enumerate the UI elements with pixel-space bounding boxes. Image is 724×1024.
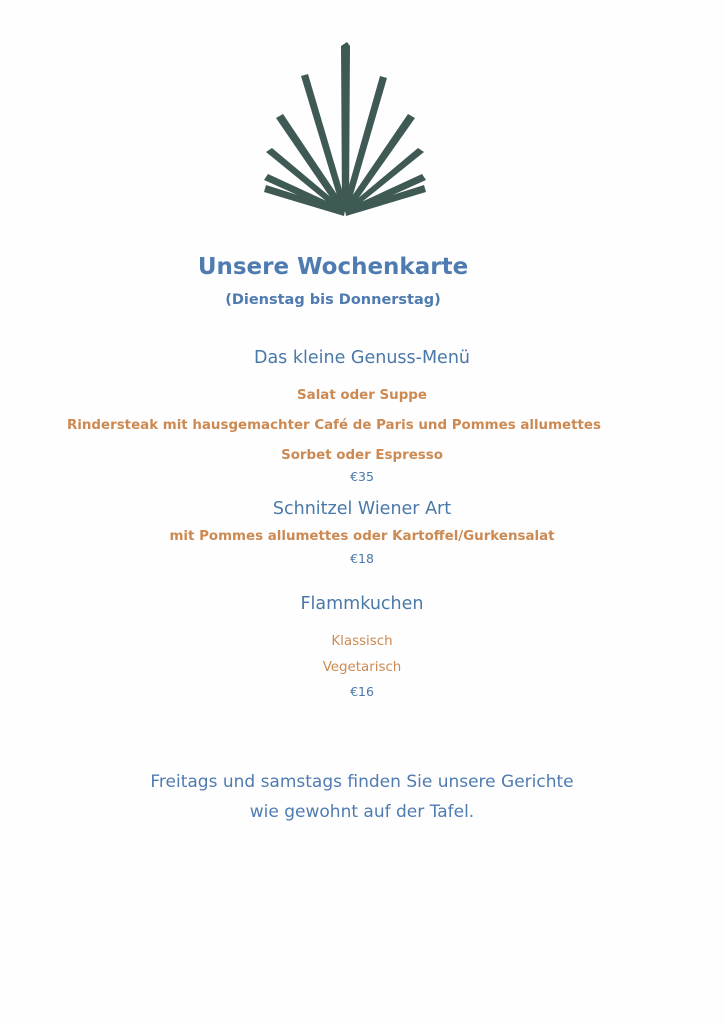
menu-item-main: Rindersteak mit hausgemachter Café de Paris und Pommes allumettes (67, 418, 601, 433)
menu-item-dessert: Sorbet oder Espresso (281, 448, 443, 463)
sunburst-logo-icon (262, 40, 428, 216)
menu-item-klassisch: Klassisch (331, 634, 393, 649)
menu-title-genuss: Das kleine Genuss-Menü (253, 348, 471, 368)
footer-line-1: Freitags und samstags finden Sie unsere Gerichte (150, 772, 574, 792)
page-title: Unsere Wochenkarte (197, 254, 469, 280)
menu-item-vegetarisch: Vegetarisch (322, 660, 402, 675)
menu-item-schnitzel-side: mit Pommes allumettes oder Kartoffel/Gurkensalat (169, 529, 555, 544)
menu-title-flammkuchen: Flammkuchen (300, 594, 424, 614)
page-subtitle: (Dienstag bis Donnerstag) (225, 292, 441, 308)
menu-price-schnitzel: €18 (350, 551, 374, 566)
footer-line-2: wie gewohnt auf der Tafel. (249, 802, 475, 822)
menu-title-schnitzel: Schnitzel Wiener Art (272, 499, 452, 519)
menu-price-flammkuchen: €16 (350, 684, 374, 699)
sunburst-logo-svg (262, 40, 428, 216)
menu-item-starter: Salat oder Suppe (297, 388, 427, 403)
menu-price-genuss: €35 (350, 469, 374, 484)
